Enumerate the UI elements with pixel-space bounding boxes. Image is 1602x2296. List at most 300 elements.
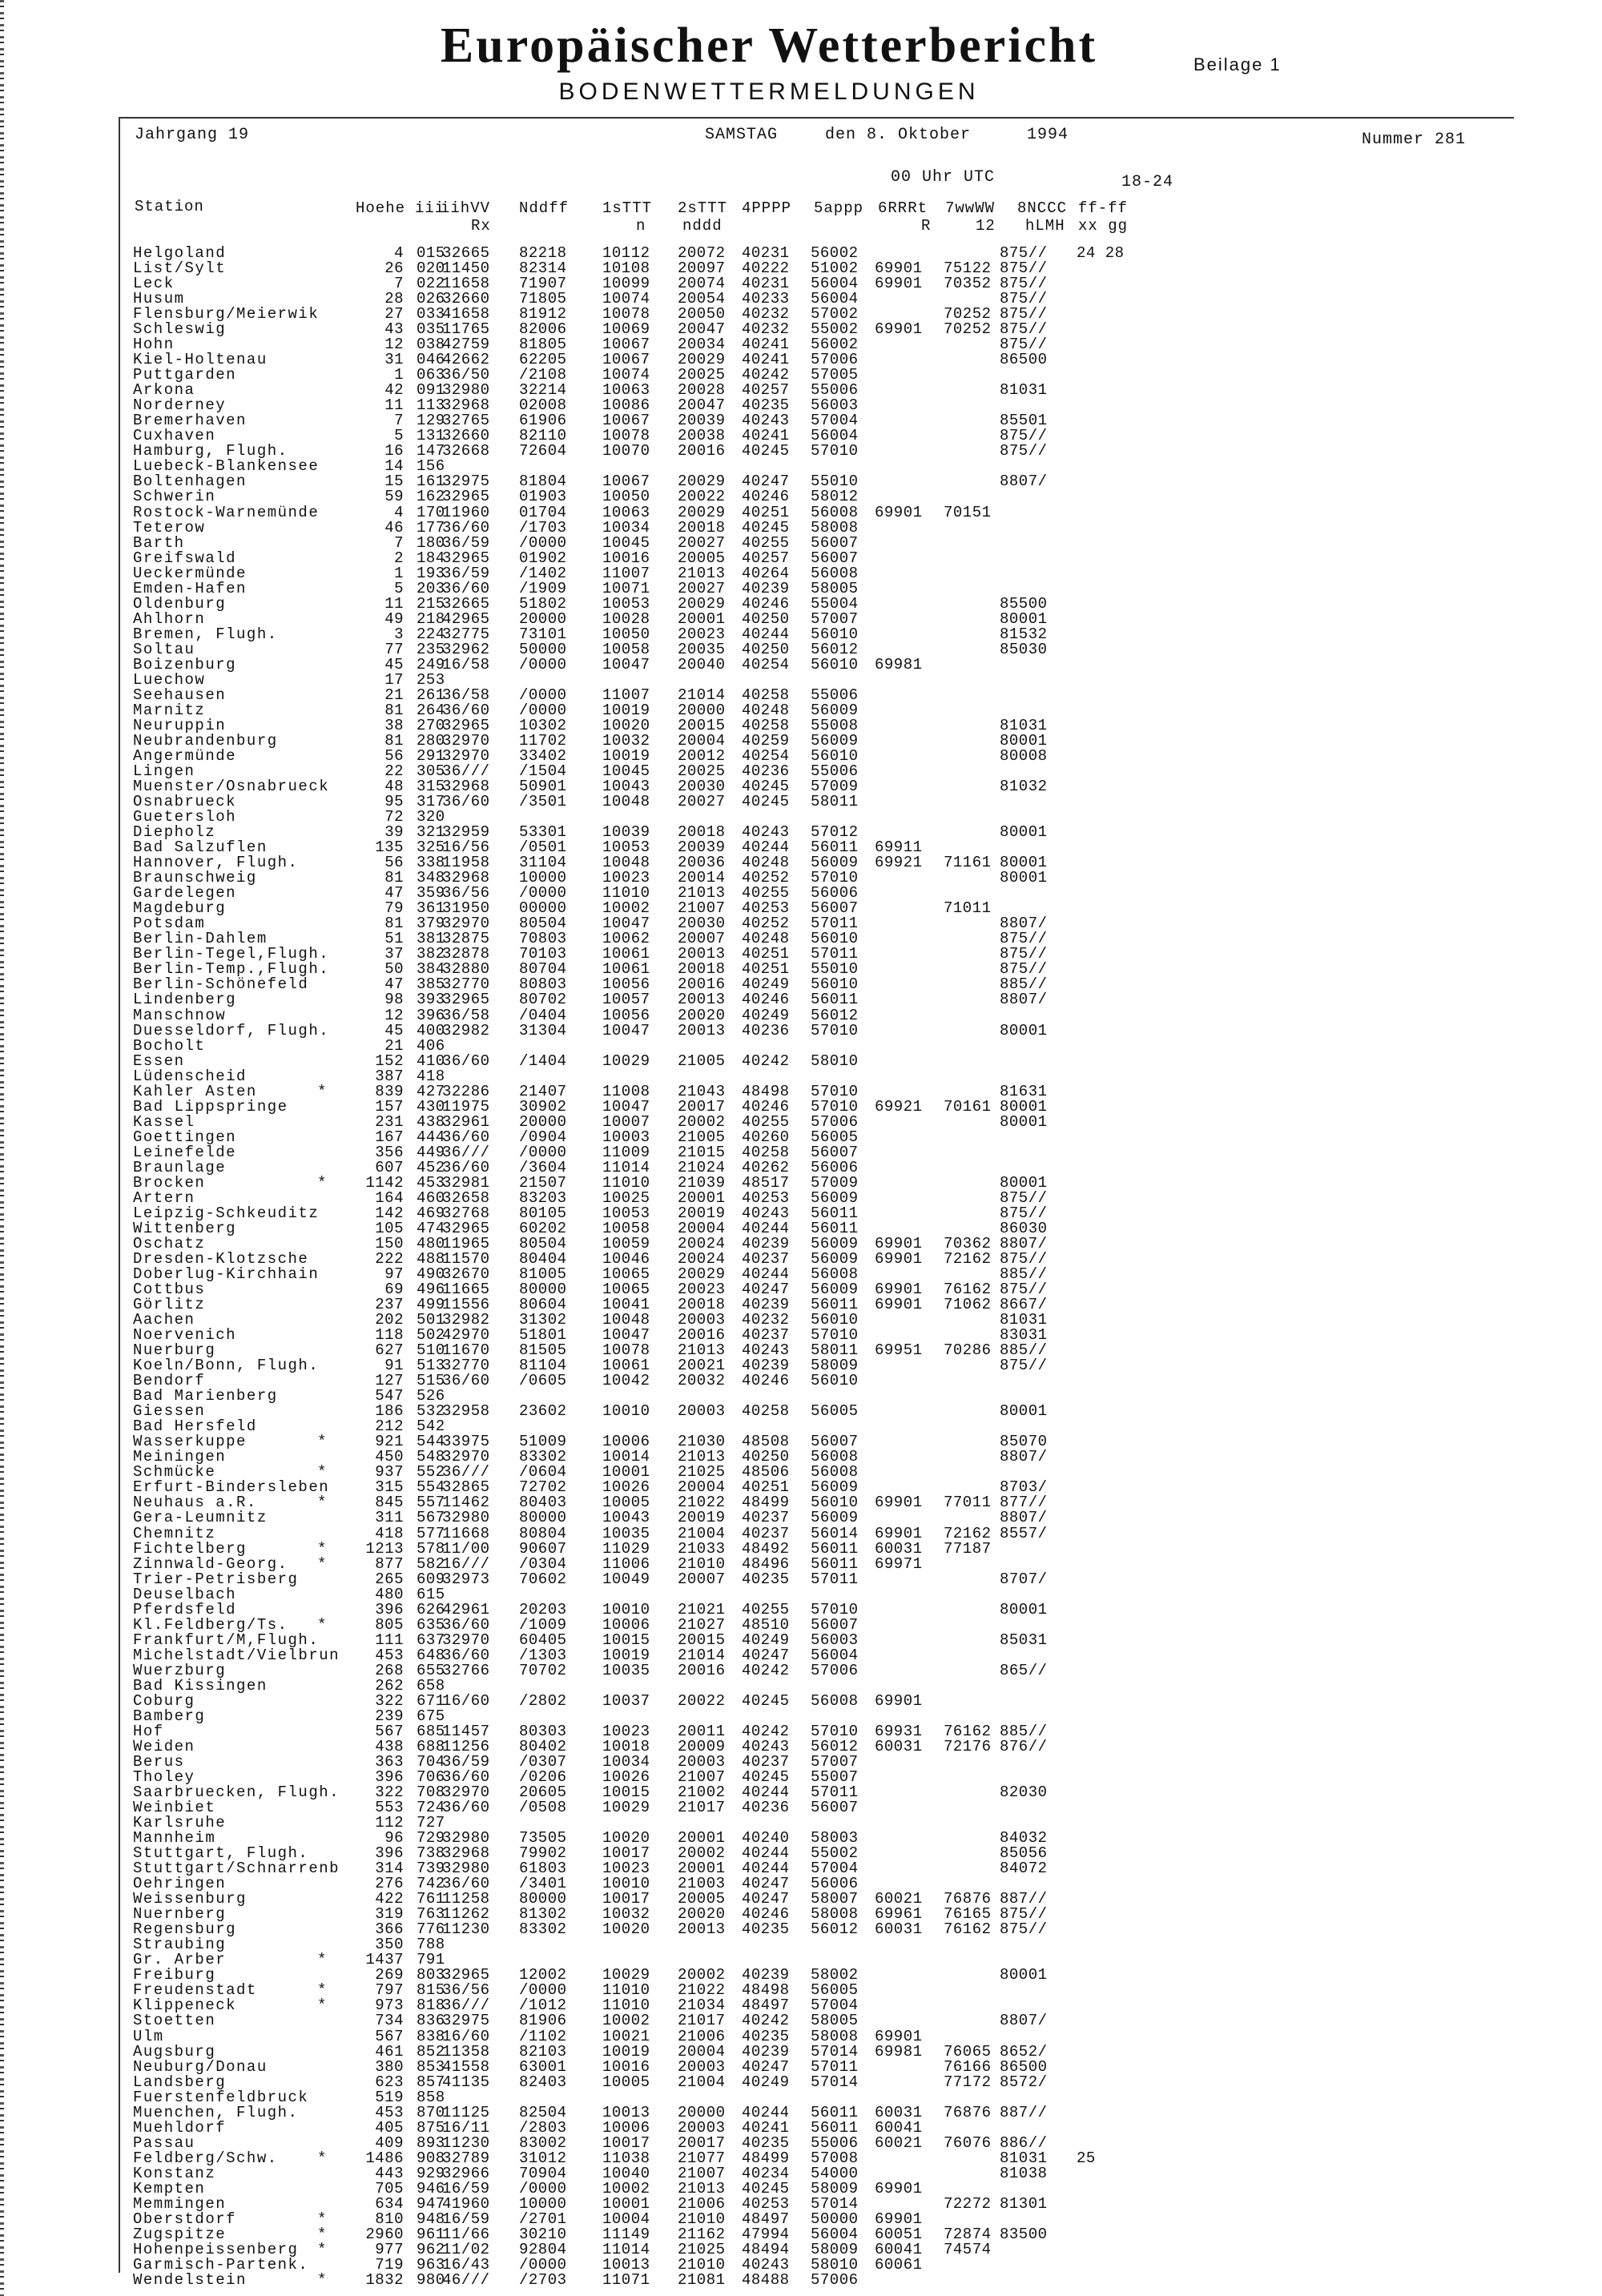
data-cell: 41658 [442, 305, 490, 323]
station-name: Garmisch-Partenk. [133, 2256, 309, 2274]
data-cell: /0000 [519, 656, 567, 674]
data-cell: 20054 [678, 290, 726, 308]
data-cell: 10006 [602, 2119, 650, 2137]
data-cell: 704 [417, 1753, 445, 1771]
data-cell: 40234 [742, 2165, 790, 2182]
data-cell: 56004 [811, 290, 859, 308]
data-cell: 50000 [519, 641, 567, 658]
data-cell: 20004 [678, 1220, 726, 1237]
data-cell: 474 [417, 1220, 445, 1237]
station-name: Seehausen [133, 686, 227, 704]
data-cell: /0501 [519, 838, 567, 856]
data-cell: 513 [417, 1357, 445, 1374]
data-cell: 36/60 [442, 793, 490, 810]
mountain-marker: * [317, 1540, 328, 1558]
hoehe-cell: 450 [375, 1448, 404, 1466]
data-cell: 962 [417, 2241, 445, 2258]
data-cell: 33975 [442, 1433, 490, 1450]
data-cell: 224 [417, 625, 445, 643]
data-cell: 20009 [678, 1738, 726, 1755]
hoehe-cell: 443 [375, 2165, 404, 2182]
data-cell: 876// [1000, 1738, 1048, 1755]
data-cell: 453 [417, 1174, 445, 1192]
data-cell: 8807/ [1000, 2012, 1048, 2029]
data-cell: 40242 [742, 1052, 790, 1070]
data-cell: 40241 [742, 427, 790, 444]
data-cell: 10043 [602, 778, 650, 795]
data-cell: 10063 [602, 504, 650, 521]
table-row [0, 1145, 1602, 1160]
data-cell: 40258 [742, 1144, 790, 1161]
data-cell: 40244 [742, 1265, 790, 1283]
data-cell: 56007 [811, 1433, 859, 1450]
data-cell: 21039 [678, 1174, 726, 1192]
data-cell: 32959 [442, 823, 490, 841]
data-cell: /1703 [519, 519, 567, 537]
column-subheader: n [636, 217, 646, 235]
station-name: Flensburg/Meierwik [133, 305, 320, 323]
data-cell: 85031 [1000, 1631, 1048, 1649]
station-name: Barth [133, 534, 185, 552]
data-cell: 11014 [602, 2241, 650, 2258]
data-cell: 40247 [742, 1890, 790, 1908]
data-cell: /3501 [519, 793, 567, 810]
data-cell: 384 [417, 960, 445, 978]
data-cell: 56008 [811, 504, 859, 521]
data-cell: 10034 [602, 1753, 650, 1771]
data-cell: 30902 [519, 1098, 567, 1116]
data-cell: 11665 [442, 1281, 490, 1298]
data-cell: 48497 [742, 1996, 790, 2014]
data-cell: 11010 [602, 1174, 650, 1192]
data-cell: 80000 [519, 1509, 567, 1526]
data-cell: 57005 [811, 366, 859, 384]
hoehe-cell: 72 [384, 808, 404, 826]
table-row [0, 246, 1602, 260]
data-cell: 20029 [678, 595, 726, 613]
data-cell: 81104 [519, 1357, 567, 1374]
station-name: Diepholz [133, 823, 216, 841]
data-cell: 85500 [1000, 595, 1048, 613]
column-header: iihVV [441, 199, 491, 217]
data-cell: 32766 [442, 1662, 490, 1679]
data-cell: 10001 [602, 2195, 650, 2213]
data-cell: 20027 [678, 793, 726, 810]
data-cell: 20015 [678, 1631, 726, 1649]
data-cell: 57004 [811, 1860, 859, 1877]
data-cell: 85056 [1000, 1844, 1048, 1862]
data-cell: 69901 [875, 1692, 923, 1710]
data-cell: 57007 [811, 1753, 859, 1771]
hoehe-cell: 1142 [365, 1174, 404, 1192]
hoehe-cell: 239 [375, 1707, 404, 1725]
data-cell: 10042 [602, 1372, 650, 1389]
data-cell: 69901 [875, 320, 923, 338]
data-cell: 11009 [602, 1144, 650, 1161]
data-cell: /0000 [519, 702, 567, 719]
data-cell: 61803 [519, 1860, 567, 1877]
data-cell: 21077 [678, 2149, 726, 2167]
column-subheader: xx gg [1078, 217, 1129, 235]
data-cell: 57014 [811, 2073, 859, 2091]
table-row [0, 1937, 1602, 1952]
data-cell: 10047 [602, 1022, 650, 1039]
data-cell: 21007 [678, 899, 726, 917]
data-cell: 40231 [742, 275, 790, 292]
data-cell: 20005 [678, 1890, 726, 1908]
station-name: Berus [133, 1753, 185, 1771]
data-cell: 552 [417, 1463, 445, 1481]
data-cell: 490 [417, 1265, 445, 1283]
data-cell: 20002 [678, 1113, 726, 1131]
data-cell: 57012 [811, 823, 859, 841]
hoehe-cell: 877 [375, 1555, 404, 1573]
data-cell: 20047 [678, 320, 726, 338]
station-name: Trier-Petrisberg [133, 1570, 299, 1588]
data-cell: 21030 [678, 1433, 726, 1450]
data-cell: 40244 [742, 1783, 790, 1801]
data-cell: 55006 [811, 762, 859, 780]
data-cell: 60405 [519, 1631, 567, 1649]
data-cell: 69901 [875, 2180, 923, 2197]
station-name: Soltau [133, 641, 195, 658]
data-cell: 21013 [678, 1341, 726, 1359]
table-row [0, 1542, 1602, 1556]
data-cell: 69901 [875, 1235, 923, 1253]
data-cell: 56011 [811, 838, 859, 856]
data-cell: 21407 [519, 1083, 567, 1100]
data-cell: 80001 [1000, 854, 1048, 871]
data-cell: 10013 [602, 2104, 650, 2121]
hoehe-cell: 396 [375, 1768, 404, 1786]
data-cell: 51009 [519, 1433, 567, 1450]
data-cell: 10058 [602, 1220, 650, 1237]
data-cell: 885// [1000, 975, 1048, 993]
data-cell: 438 [417, 1113, 445, 1131]
station-name: Neubrandenburg [133, 732, 278, 750]
data-cell: 57002 [811, 305, 859, 323]
data-cell: /2108 [519, 366, 567, 384]
column-subheader: hLMH [1025, 217, 1065, 235]
data-cell: 58009 [811, 2241, 859, 2258]
data-cell: 16/// [442, 1555, 490, 1573]
table-row [0, 657, 1602, 672]
data-cell: /0206 [519, 1768, 567, 1786]
station-name: Weissenburg [133, 1890, 247, 1908]
station-name: Braunschweig [133, 869, 257, 887]
nummer: Nummer 281 [1362, 131, 1467, 149]
data-cell: 10007 [602, 1113, 650, 1131]
data-cell: 21013 [678, 2180, 726, 2197]
table-row [0, 1465, 1602, 1479]
hoehe-cell: 11 [384, 595, 404, 613]
data-cell: 40255 [742, 1601, 790, 1618]
data-cell: 81031 [1000, 717, 1048, 734]
data-cell: 875// [1000, 945, 1048, 963]
hoehe-cell: 21 [384, 686, 404, 704]
table-row [0, 1358, 1602, 1373]
data-cell: 36/60 [442, 1768, 490, 1786]
data-cell: 82110 [519, 427, 567, 444]
data-cell: 81631 [1000, 1083, 1048, 1100]
data-cell: 40247 [742, 2058, 790, 2076]
table-row [0, 521, 1602, 535]
data-cell: 8807/ [1000, 991, 1048, 1008]
data-cell: 32965 [442, 1220, 490, 1237]
data-cell: 40258 [742, 686, 790, 704]
data-cell: 893 [417, 2134, 445, 2152]
data-cell: 74574 [944, 2241, 992, 2258]
data-cell: 635 [417, 1616, 445, 1634]
hoehe-cell: 12 [384, 336, 404, 353]
station-name: Hohn [133, 336, 175, 353]
data-cell: 71907 [519, 275, 567, 292]
data-cell: 57009 [811, 778, 859, 795]
data-cell: 32770 [442, 1357, 490, 1374]
data-cell: 803 [417, 1966, 445, 1984]
data-cell: 10023 [602, 1860, 650, 1877]
data-cell: 20030 [678, 915, 726, 932]
data-cell: 20040 [678, 656, 726, 674]
data-cell: 57014 [811, 2195, 859, 2213]
table-row [0, 536, 1602, 550]
station-name: Gera-Leumnitz [133, 1509, 268, 1526]
data-cell: 69901 [875, 259, 923, 277]
station-name: Cottbus [133, 1281, 206, 1298]
data-cell: 40235 [742, 2134, 790, 2152]
data-cell: 31302 [519, 1311, 567, 1329]
data-cell: 21033 [678, 1540, 726, 1558]
data-cell: 10047 [602, 1326, 650, 1344]
column-subheader: R [921, 217, 932, 235]
data-cell: 21007 [678, 2165, 726, 2182]
data-cell: 69931 [875, 1723, 923, 1740]
data-cell: 76166 [944, 2058, 992, 2076]
data-cell: 40251 [742, 960, 790, 978]
data-cell: 180 [417, 534, 445, 552]
table-row [0, 1876, 1602, 1891]
hoehe-cell: 356 [375, 1144, 404, 1161]
data-cell: 20047 [678, 396, 726, 414]
data-cell: 80803 [519, 975, 567, 993]
data-cell: 60202 [519, 1220, 567, 1237]
data-cell: 80001 [1000, 610, 1048, 628]
table-row [0, 505, 1602, 520]
data-cell: 875// [1000, 427, 1048, 444]
station-name: Weiden [133, 1738, 195, 1755]
hoehe-cell: 167 [375, 1128, 404, 1146]
data-cell: 16/56 [442, 838, 490, 856]
data-cell: 20003 [678, 1753, 726, 1771]
station-name: Memmingen [133, 2195, 227, 2213]
data-cell: 11/02 [442, 2241, 490, 2258]
data-cell: 20001 [678, 1189, 726, 1207]
data-cell: 57007 [811, 610, 859, 628]
data-cell: /0000 [519, 2180, 567, 2197]
data-cell: /3604 [519, 1159, 567, 1176]
data-cell: 40257 [742, 381, 790, 399]
data-cell: 410 [417, 1052, 445, 1070]
data-cell: 56005 [811, 1128, 859, 1146]
data-cell: 20007 [678, 930, 726, 947]
data-cell: /1012 [519, 1996, 567, 2014]
table-row [0, 749, 1602, 763]
data-cell: 40254 [742, 747, 790, 765]
table-row [0, 947, 1602, 961]
data-cell: 80804 [519, 1525, 567, 1542]
table-row [0, 551, 1602, 565]
data-cell: 40250 [742, 1448, 790, 1466]
data-cell: 77011 [944, 1494, 992, 1511]
data-cell: 20004 [678, 2043, 726, 2061]
data-cell: 20000 [519, 610, 567, 628]
data-cell: 40249 [742, 1631, 790, 1649]
hoehe-cell: 28 [384, 290, 404, 308]
station-name: Kiel-Holtenau [133, 351, 268, 368]
station-name: Angermünde [133, 747, 237, 765]
table-row [0, 612, 1602, 626]
data-cell: 41135 [442, 2073, 490, 2091]
data-cell: 40249 [742, 1007, 790, 1024]
data-cell: 10074 [602, 366, 650, 384]
data-cell: 20000 [519, 1113, 567, 1131]
table-row [0, 444, 1602, 458]
data-cell: 961 [417, 2226, 445, 2243]
data-cell: 80001 [1000, 1402, 1048, 1420]
data-cell: 16/59 [442, 2180, 490, 2197]
data-cell: 40249 [742, 2073, 790, 2091]
data-cell: 249 [417, 656, 445, 674]
data-cell: 11/66 [442, 2226, 490, 2243]
column-header: 4PPPP [742, 199, 792, 217]
column-subheader: 12 [976, 217, 996, 235]
station-name: Essen [133, 1052, 185, 1070]
data-cell: 20001 [678, 1860, 726, 1877]
data-cell: 55004 [811, 595, 859, 613]
data-cell: 449 [417, 1144, 445, 1161]
data-cell: 84032 [1000, 1829, 1048, 1847]
data-cell: 48508 [742, 1433, 790, 1450]
data-cell: 20003 [678, 1402, 726, 1420]
data-cell: 11007 [602, 565, 650, 582]
data-cell: 36/60 [442, 519, 490, 537]
data-cell: 215 [417, 595, 445, 613]
station-name: Karlsruhe [133, 1814, 227, 1832]
data-cell: 36/58 [442, 1007, 490, 1024]
data-cell: 20027 [678, 534, 726, 552]
year: 1994 [1027, 126, 1069, 144]
data-cell: 40235 [742, 2028, 790, 2045]
data-cell: 40246 [742, 595, 790, 613]
data-cell: 81031 [1000, 381, 1048, 399]
data-cell: 10108 [602, 259, 650, 277]
station-name: Greifswald [133, 549, 237, 567]
data-cell: 57010 [811, 1601, 859, 1618]
data-cell: 32975 [442, 2012, 490, 2029]
data-cell: 655 [417, 1662, 445, 1679]
column-subheader: nddd [682, 217, 723, 235]
data-cell: 8703/ [1000, 1478, 1048, 1496]
hoehe-cell: 135 [375, 838, 404, 856]
hoehe-cell: 387 [375, 1068, 404, 1085]
station-name: Saarbruecken, Flugh. [133, 1783, 340, 1801]
hoehe-cell: 2960 [365, 2226, 404, 2243]
data-cell: 32970 [442, 1631, 490, 1649]
data-cell: 11556 [442, 1296, 490, 1313]
station-name: Kl.Feldberg/Ts. * [133, 1616, 328, 1634]
data-cell: 791 [417, 1951, 445, 1968]
data-cell: 20016 [678, 1326, 726, 1344]
station-name: Erfurt-Bindersleben [133, 1478, 330, 1496]
table-row [0, 1557, 1602, 1571]
mountain-marker: * [317, 1174, 328, 1192]
data-cell: 32968 [442, 869, 490, 887]
data-cell: 32286 [442, 1083, 490, 1100]
data-cell: 60061 [875, 2256, 923, 2274]
table-row [0, 1633, 1602, 1647]
station-name: Oehringen [133, 1875, 227, 1892]
table-row [0, 764, 1602, 778]
data-cell: 32660 [442, 290, 490, 308]
data-cell: 60021 [875, 2134, 923, 2152]
hoehe-cell: 438 [375, 1738, 404, 1755]
station-name: Noervenich [133, 1326, 237, 1344]
data-cell: 36/// [442, 1996, 490, 2014]
hoehe-cell: 98 [384, 991, 404, 1008]
data-cell: 56012 [811, 641, 859, 658]
data-cell: 40246 [742, 1372, 790, 1389]
data-cell: 400 [417, 1022, 445, 1039]
data-cell: 56008 [811, 1463, 859, 1481]
data-cell: 40239 [742, 580, 790, 597]
data-cell: 20028 [678, 381, 726, 399]
data-cell: /1303 [519, 1647, 567, 1664]
data-cell: 40232 [742, 1311, 790, 1329]
data-cell: 31950 [442, 899, 490, 917]
data-cell: 544 [417, 1433, 445, 1450]
data-cell: 20025 [678, 366, 726, 384]
data-cell: 40242 [742, 2012, 790, 2029]
data-cell: 11230 [442, 1920, 490, 1938]
hoehe-cell: 937 [375, 1463, 404, 1481]
data-cell: 71805 [519, 290, 567, 308]
data-cell: 20003 [678, 2058, 726, 2076]
data-cell: 10010 [602, 1601, 650, 1618]
data-cell: 56008 [811, 1265, 859, 1283]
hoehe-cell: 39 [384, 823, 404, 841]
table-row [0, 1968, 1602, 1982]
hoehe-cell: 37 [384, 945, 404, 963]
data-cell: 026 [417, 290, 445, 308]
station-name: Leck [133, 275, 175, 292]
data-cell: 875// [1000, 244, 1048, 262]
data-cell: 875// [1000, 320, 1048, 338]
data-cell: 57011 [811, 915, 859, 932]
data-cell: 40247 [742, 472, 790, 490]
data-cell: 56010 [811, 975, 859, 993]
data-cell: /0307 [519, 1753, 567, 1771]
subtitle-text: BODENWETTERMELDUNGEN [558, 78, 980, 105]
data-cell: 875// [1000, 259, 1048, 277]
col-station: Station [135, 198, 204, 215]
data-cell: 82403 [519, 2073, 567, 2091]
data-cell: 21014 [678, 686, 726, 704]
data-cell: 58011 [811, 793, 859, 810]
data-cell: 56005 [811, 1981, 859, 1999]
table-row [0, 1618, 1602, 1632]
data-cell: 10048 [602, 1311, 650, 1329]
station-name: Michelstadt/Vielbrun [133, 1647, 340, 1664]
